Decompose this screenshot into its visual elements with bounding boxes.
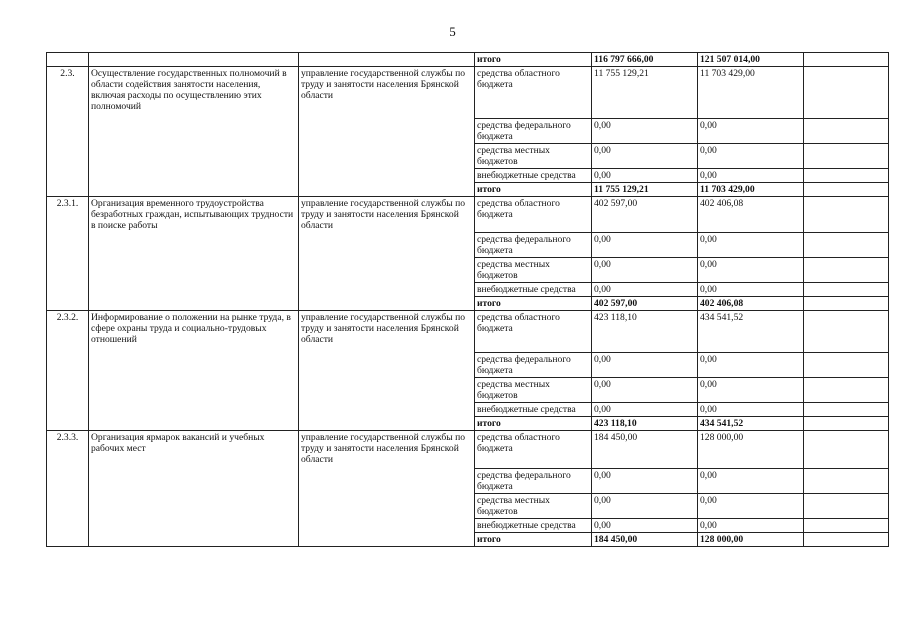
table-row-top-total	[47, 53, 889, 67]
cell-item-number: 2.3.	[47, 67, 89, 197]
cell-value-2: 0,00	[698, 378, 804, 403]
cell-funding-source: внебюджетные средства	[475, 283, 592, 297]
cell-value-2: 434 541,52	[698, 311, 804, 353]
cell-value-2: 0,00	[698, 169, 804, 183]
cell-extra	[804, 53, 889, 67]
cell-value-1: 0,00	[592, 469, 698, 494]
cell-value-1: 0,00	[592, 144, 698, 169]
cell-item-number: 2.3.2.	[47, 311, 89, 431]
cell-funding-source: итого	[475, 533, 592, 547]
cell-executor: управление государственной службы по труду и занятости населения Брянской области	[299, 197, 475, 311]
cell-value-1: 0,00	[592, 233, 698, 258]
cell-value-1: 423 118,10	[592, 417, 698, 431]
cell-value-2: 402 406,08	[698, 297, 804, 311]
cell-source: итого	[475, 53, 592, 67]
cell-item-name: Информирование о положении на рынке труда, в сфере охраны труда и социально-трудовых отношений	[89, 311, 299, 431]
cell-value-2: 128 000,00	[698, 431, 804, 469]
cell-value-2: 0,00	[698, 353, 804, 378]
cell-funding-source: средства федерального бюджета	[475, 353, 592, 378]
cell-funding-source: средства областного бюджета	[475, 67, 592, 119]
cell-funding-source: средства областного бюджета	[475, 197, 592, 233]
cell-extra	[804, 519, 889, 533]
cell-extra	[804, 417, 889, 431]
cell-extra	[804, 144, 889, 169]
cell-extra	[804, 197, 889, 233]
cell-value-1: 0,00	[592, 119, 698, 144]
cell-value-1: 11 755 129,21	[592, 183, 698, 197]
cell-value-2: 121 507 014,00	[698, 53, 804, 67]
cell-funding-source: средства местных бюджетов	[475, 144, 592, 169]
cell-value-1: 0,00	[592, 283, 698, 297]
cell-extra	[804, 378, 889, 403]
cell-executor: управление государственной службы по труду и занятости населения Брянской области	[299, 431, 475, 547]
cell-extra	[804, 353, 889, 378]
cell-extra	[804, 494, 889, 519]
cell-value-2: 0,00	[698, 283, 804, 297]
cell-funding-source: средства местных бюджетов	[475, 378, 592, 403]
table-body	[47, 53, 889, 547]
cell-funding-source: внебюджетные средства	[475, 403, 592, 417]
cell-value-2: 0,00	[698, 233, 804, 258]
cell-value-2: 0,00	[698, 258, 804, 283]
cell-value-1: 0,00	[592, 519, 698, 533]
cell-value-2: 128 000,00	[698, 533, 804, 547]
cell-funding-source: внебюджетные средства	[475, 519, 592, 533]
cell-item-name: Осуществление государственных полномочий в области содействия занятости населения, включая расходы по осуществлению этих полномочий	[89, 67, 299, 197]
table-row	[47, 197, 889, 233]
cell-funding-source: средства федерального бюджета	[475, 469, 592, 494]
cell-extra	[804, 297, 889, 311]
cell-value-1: 184 450,00	[592, 431, 698, 469]
budget-table	[46, 52, 889, 547]
cell-value-1: 116 797 666,00	[592, 53, 698, 67]
cell-extra	[804, 233, 889, 258]
cell-value-2: 0,00	[698, 519, 804, 533]
cell-num	[47, 53, 89, 67]
cell-funding-source: средства областного бюджета	[475, 311, 592, 353]
cell-extra	[804, 169, 889, 183]
cell-value-1: 402 597,00	[592, 197, 698, 233]
cell-executor: управление государственной службы по труду и занятости населения Брянской области	[299, 67, 475, 197]
cell-funding-source: средства местных бюджетов	[475, 258, 592, 283]
cell-value-1: 0,00	[592, 494, 698, 519]
cell-name	[89, 53, 299, 67]
cell-value-2: 0,00	[698, 403, 804, 417]
cell-extra	[804, 533, 889, 547]
cell-value-2: 11 703 429,00	[698, 67, 804, 119]
cell-value-1: 402 597,00	[592, 297, 698, 311]
cell-extra	[804, 67, 889, 119]
cell-extra	[804, 469, 889, 494]
cell-extra	[804, 311, 889, 353]
cell-item-number: 2.3.1.	[47, 197, 89, 311]
cell-value-1: 0,00	[592, 378, 698, 403]
table-row	[47, 311, 889, 353]
cell-value-1: 0,00	[592, 258, 698, 283]
cell-executor: управление государственной службы по труду и занятости населения Брянской области	[299, 311, 475, 431]
cell-extra	[804, 183, 889, 197]
cell-item-name: Организация временного трудоустройства безработных граждан, испытывающих трудности в поиске работы	[89, 197, 299, 311]
cell-executor	[299, 53, 475, 67]
page-number: 5	[449, 24, 456, 39]
cell-funding-source: средства областного бюджета	[475, 431, 592, 469]
cell-funding-source: итого	[475, 417, 592, 431]
cell-value-2: 0,00	[698, 469, 804, 494]
cell-value-1: 184 450,00	[592, 533, 698, 547]
cell-value-2: 11 703 429,00	[698, 183, 804, 197]
cell-funding-source: средства местных бюджетов	[475, 494, 592, 519]
cell-extra	[804, 283, 889, 297]
cell-funding-source: внебюджетные средства	[475, 169, 592, 183]
cell-value-1: 11 755 129,21	[592, 67, 698, 119]
cell-extra	[804, 258, 889, 283]
cell-extra	[804, 403, 889, 417]
cell-value-2: 402 406,08	[698, 197, 804, 233]
cell-value-2: 434 541,52	[698, 417, 804, 431]
cell-value-2: 0,00	[698, 144, 804, 169]
cell-value-1: 0,00	[592, 403, 698, 417]
cell-extra	[804, 431, 889, 469]
cell-funding-source: средства федерального бюджета	[475, 233, 592, 258]
cell-item-number: 2.3.3.	[47, 431, 89, 547]
cell-value-2: 0,00	[698, 119, 804, 144]
cell-value-2: 0,00	[698, 494, 804, 519]
table-row	[47, 431, 889, 469]
cell-funding-source: средства федерального бюджета	[475, 119, 592, 144]
cell-value-1: 0,00	[592, 353, 698, 378]
cell-value-1: 0,00	[592, 169, 698, 183]
cell-item-name: Организация ярмарок вакансий и учебных рабочих мест	[89, 431, 299, 547]
cell-extra	[804, 119, 889, 144]
cell-funding-source: итого	[475, 297, 592, 311]
cell-value-1: 423 118,10	[592, 311, 698, 353]
table-row	[47, 67, 889, 119]
cell-funding-source: итого	[475, 183, 592, 197]
